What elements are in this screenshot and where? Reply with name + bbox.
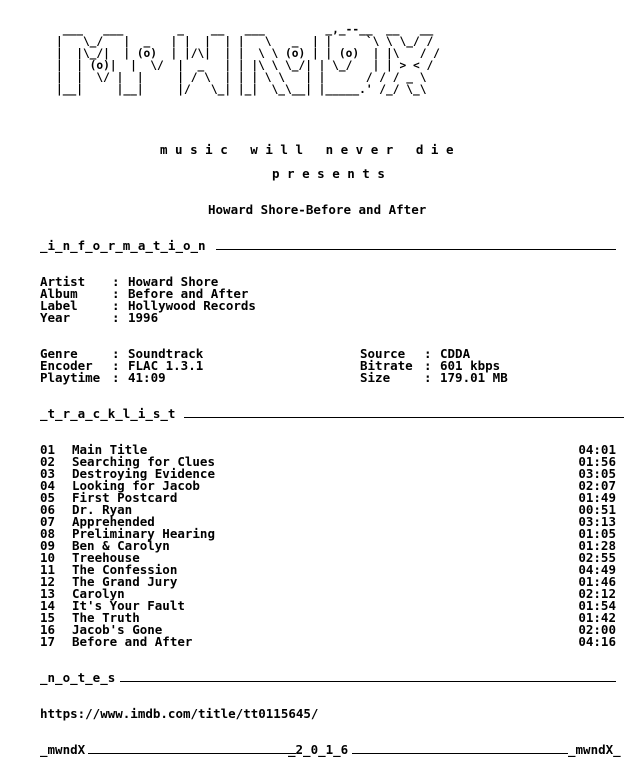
- info-year-label: Year: [40, 310, 71, 325]
- track-number: 02: [40, 454, 56, 469]
- track-duration: 01:56: [578, 454, 616, 469]
- section-divider-notes: [120, 670, 616, 682]
- track-duration: 01:49: [578, 490, 616, 505]
- track-title: Treehouse: [72, 550, 140, 565]
- track-title: The Truth: [72, 610, 140, 625]
- info-genre-sep: :: [112, 346, 120, 361]
- track-title: Carolyn: [72, 586, 125, 601]
- info-year-value: 1996: [128, 310, 159, 325]
- section-header-information: _i_n_f_o_r_m_a_t_i_o_n: [40, 238, 206, 253]
- track-number: 11: [40, 562, 56, 577]
- info-bitrate-label: Bitrate: [360, 358, 413, 373]
- track-number: 13: [40, 586, 56, 601]
- track-number: 04: [40, 478, 56, 493]
- info-source-sep: :: [424, 346, 432, 361]
- section-divider-tracklist: [184, 406, 624, 418]
- info-size-label: Size: [360, 370, 391, 385]
- track-duration: 03:13: [578, 514, 616, 529]
- footer-left-tag: _mwndX: [40, 742, 86, 757]
- info-playtime-label: Playtime: [40, 370, 101, 385]
- presents-line: p r e s e n t s: [272, 166, 385, 181]
- track-title: The Grand Jury: [72, 574, 178, 589]
- info-label-sep: :: [112, 298, 120, 313]
- section-header-notes: _n_o_t_e_s: [40, 670, 116, 685]
- track-title: The Confession: [72, 562, 178, 577]
- notes-imdb-link[interactable]: https://www.imdb.com/title/tt0115645/: [40, 706, 319, 721]
- track-number: 10: [40, 550, 56, 565]
- track-number: 09: [40, 538, 56, 553]
- info-source-value: CDDA: [440, 346, 471, 361]
- track-duration: 03:05: [578, 466, 616, 481]
- info-genre-label: Genre: [40, 346, 78, 361]
- info-playtime-value: 41:09: [128, 370, 166, 385]
- track-title: Apprehended: [72, 514, 155, 529]
- track-title: Ben & Carolyn: [72, 538, 170, 553]
- release-title: Howard Shore-Before and After: [208, 202, 427, 217]
- track-number: 15: [40, 610, 56, 625]
- footer-year: _2_0_1_6: [288, 742, 349, 757]
- footer-divider-right: [352, 742, 568, 754]
- track-duration: 01:54: [578, 598, 616, 613]
- track-title: Jacob's Gone: [72, 622, 163, 637]
- track-title: It's Your Fault: [72, 598, 185, 613]
- info-size-sep: :: [424, 370, 432, 385]
- track-title: Dr. Ryan: [72, 502, 133, 517]
- track-duration: 02:12: [578, 586, 616, 601]
- info-size-value: 179.01 MB: [440, 370, 508, 385]
- info-playtime-sep: :: [112, 370, 120, 385]
- track-number: 07: [40, 514, 56, 529]
- track-number: 14: [40, 598, 56, 613]
- track-duration: 01:46: [578, 574, 616, 589]
- info-year-sep: :: [112, 310, 120, 325]
- track-title: Before and After: [72, 634, 193, 649]
- footer-divider-left: [88, 742, 296, 754]
- info-label-value: Hollywood Records: [128, 298, 256, 313]
- info-album-value: Before and After: [128, 286, 249, 301]
- track-duration: 02:55: [578, 550, 616, 565]
- info-bitrate-sep: :: [424, 358, 432, 373]
- info-bitrate-value: 601 kbps: [440, 358, 501, 373]
- track-title: Destroying Evidence: [72, 466, 215, 481]
- info-label-label: Label: [40, 298, 78, 313]
- track-duration: 01:05: [578, 526, 616, 541]
- info-encoder-sep: :: [112, 358, 120, 373]
- info-album-sep: :: [112, 286, 120, 301]
- info-genre-value: Soundtrack: [128, 346, 204, 361]
- track-number: 12: [40, 574, 56, 589]
- track-title: Preliminary Hearing: [72, 526, 215, 541]
- footer-right-tag: _mwndX_: [568, 742, 621, 757]
- info-artist-value: Howard Shore: [128, 274, 219, 289]
- track-title: First Postcard: [72, 490, 178, 505]
- track-duration: 00:51: [578, 502, 616, 517]
- track-duration: 04:01: [578, 442, 616, 457]
- track-title: Looking for Jacob: [72, 478, 200, 493]
- info-source-label: Source: [360, 346, 406, 361]
- track-title: Searching for Clues: [72, 454, 215, 469]
- track-duration: 01:42: [578, 610, 616, 625]
- track-row: [40, 576, 616, 588]
- track-number: 17: [40, 634, 56, 649]
- track-number: 08: [40, 526, 56, 541]
- track-number: 16: [40, 622, 56, 637]
- info-encoder-value: FLAC 1.3.1: [128, 358, 204, 373]
- track-number: 03: [40, 466, 56, 481]
- tagline: m u s i c w i l l n e v e r d i e: [160, 142, 454, 157]
- info-artist-label: Artist: [40, 274, 86, 289]
- mwndx-ascii-logo: ___ ___ _ __ ___ _,_--__ __ __ | \_/ | _ | | | | | \ _ | | `\ \ \_/ / | |\_/| | (o) | |/\| | | \ \ (o) | | (o) | |\ / / | | (o)| | \/ | _ | | |\ \ \_/| | \_/ | | > < / | | \/ | | | / \ | | | \ \ | | / / / _ \ |__| |__| |/ \_| |_| \_\__| |_____.' /_/ \_\: [56, 23, 440, 96]
- track-row: [40, 636, 616, 648]
- track-title: Main Title: [72, 442, 148, 457]
- info-artist-sep: :: [112, 274, 120, 289]
- track-duration: 04:16: [578, 634, 616, 649]
- section-header-tracklist: _t_r_a_c_k_l_i_s_t: [40, 406, 176, 421]
- info-album-label: Album: [40, 286, 78, 301]
- track-duration: 01:28: [578, 538, 616, 553]
- track-number: 06: [40, 502, 56, 517]
- section-divider-information: [216, 238, 616, 250]
- track-duration: 02:00: [578, 622, 616, 637]
- track-duration: 04:49: [578, 562, 616, 577]
- track-number: 05: [40, 490, 56, 505]
- track-number: 01: [40, 442, 56, 457]
- info-encoder-label: Encoder: [40, 358, 93, 373]
- track-duration: 02:07: [578, 478, 616, 493]
